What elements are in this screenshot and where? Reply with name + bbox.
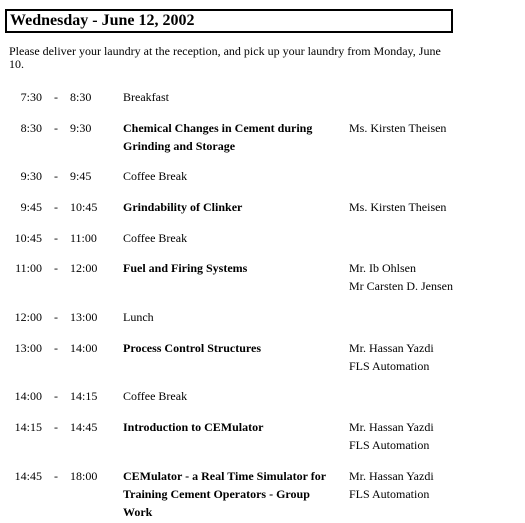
- time-separator: -: [54, 310, 58, 324]
- speaker-list: [349, 119, 519, 137]
- speaker-name: Mr. Ib Ohlsen: [349, 261, 416, 275]
- start-time: 10:45: [14, 231, 42, 245]
- speaker-name: Ms. Kirsten Theisen: [349, 121, 447, 135]
- speaker-list: [349, 198, 519, 216]
- session-title: Grindability of Clinker: [123, 200, 243, 214]
- session-title: Chemical Changes in Cement during Grinding and Storage: [123, 121, 313, 153]
- start-time: 14:45: [14, 469, 42, 483]
- end-time: 9:45: [70, 169, 92, 183]
- page-title: Wednesday - June 12, 2002: [10, 12, 195, 29]
- speaker-list: [349, 467, 519, 503]
- time-separator: -: [54, 121, 58, 135]
- end-time: 8:30: [70, 90, 92, 104]
- session-title: Breakfast: [123, 90, 169, 104]
- end-time: 18:00: [70, 469, 98, 483]
- end-time: 14:45: [70, 420, 98, 434]
- time-separator: -: [54, 200, 58, 214]
- speaker-name: Ms. Kirsten Theisen: [349, 200, 447, 214]
- start-time: 11:00: [15, 261, 42, 275]
- time-separator: -: [54, 231, 58, 245]
- time-separator: -: [54, 469, 58, 483]
- speaker-name: Mr Carsten D. Jensen: [349, 279, 453, 293]
- time-separator: -: [54, 169, 58, 183]
- speaker-name: FLS Automation: [349, 487, 430, 501]
- session-title: Coffee Break: [123, 169, 188, 183]
- session-title: Fuel and Firing Systems: [123, 261, 248, 275]
- start-time: 12:00: [14, 310, 42, 324]
- end-time: 14:00: [70, 341, 98, 355]
- speaker-list: [349, 259, 519, 295]
- time-separator: -: [54, 389, 58, 403]
- session-title: CEMulator - a Real Time Simulator for Training Cement Operators - Group Work: [123, 469, 326, 519]
- session-title: Coffee Break: [123, 389, 188, 403]
- session-title: Process Control Structures: [123, 341, 261, 355]
- speaker-name: Mr. Hassan Yazdi: [349, 469, 434, 483]
- end-time: 13:00: [70, 310, 98, 324]
- start-time: 14:00: [14, 389, 42, 403]
- time-separator: -: [54, 341, 58, 355]
- end-time: 10:45: [70, 200, 98, 214]
- start-time: 14:15: [14, 420, 42, 434]
- speaker-name: Mr. Hassan Yazdi: [349, 341, 434, 355]
- start-time: 9:30: [20, 169, 42, 183]
- speaker-name: FLS Automation: [349, 359, 430, 373]
- speaker-name: FLS Automation: [349, 438, 430, 452]
- session-title: Introduction to CEMulator: [123, 420, 264, 434]
- start-time: 13:00: [14, 341, 42, 355]
- time-separator: -: [54, 90, 58, 104]
- speaker-list: [349, 418, 519, 454]
- session-title: Lunch: [123, 310, 154, 324]
- end-time: 12:00: [70, 261, 98, 275]
- laundry-notice: Please deliver your laundry at the reception, and pick up your laundry from Monday, June 10.: [9, 44, 441, 71]
- day-header: [5, 9, 453, 33]
- speaker-name: Mr. Hassan Yazdi: [349, 420, 434, 434]
- end-time: 14:15: [70, 389, 98, 403]
- end-time: 11:00: [70, 231, 97, 245]
- time-separator: -: [54, 261, 58, 275]
- session-title: Coffee Break: [123, 231, 188, 245]
- speaker-list: [349, 339, 519, 375]
- start-time: 8:30: [20, 121, 42, 135]
- start-time: 9:45: [20, 200, 42, 214]
- time-separator: -: [54, 420, 58, 434]
- end-time: 9:30: [70, 121, 92, 135]
- start-time: 7:30: [20, 90, 42, 104]
